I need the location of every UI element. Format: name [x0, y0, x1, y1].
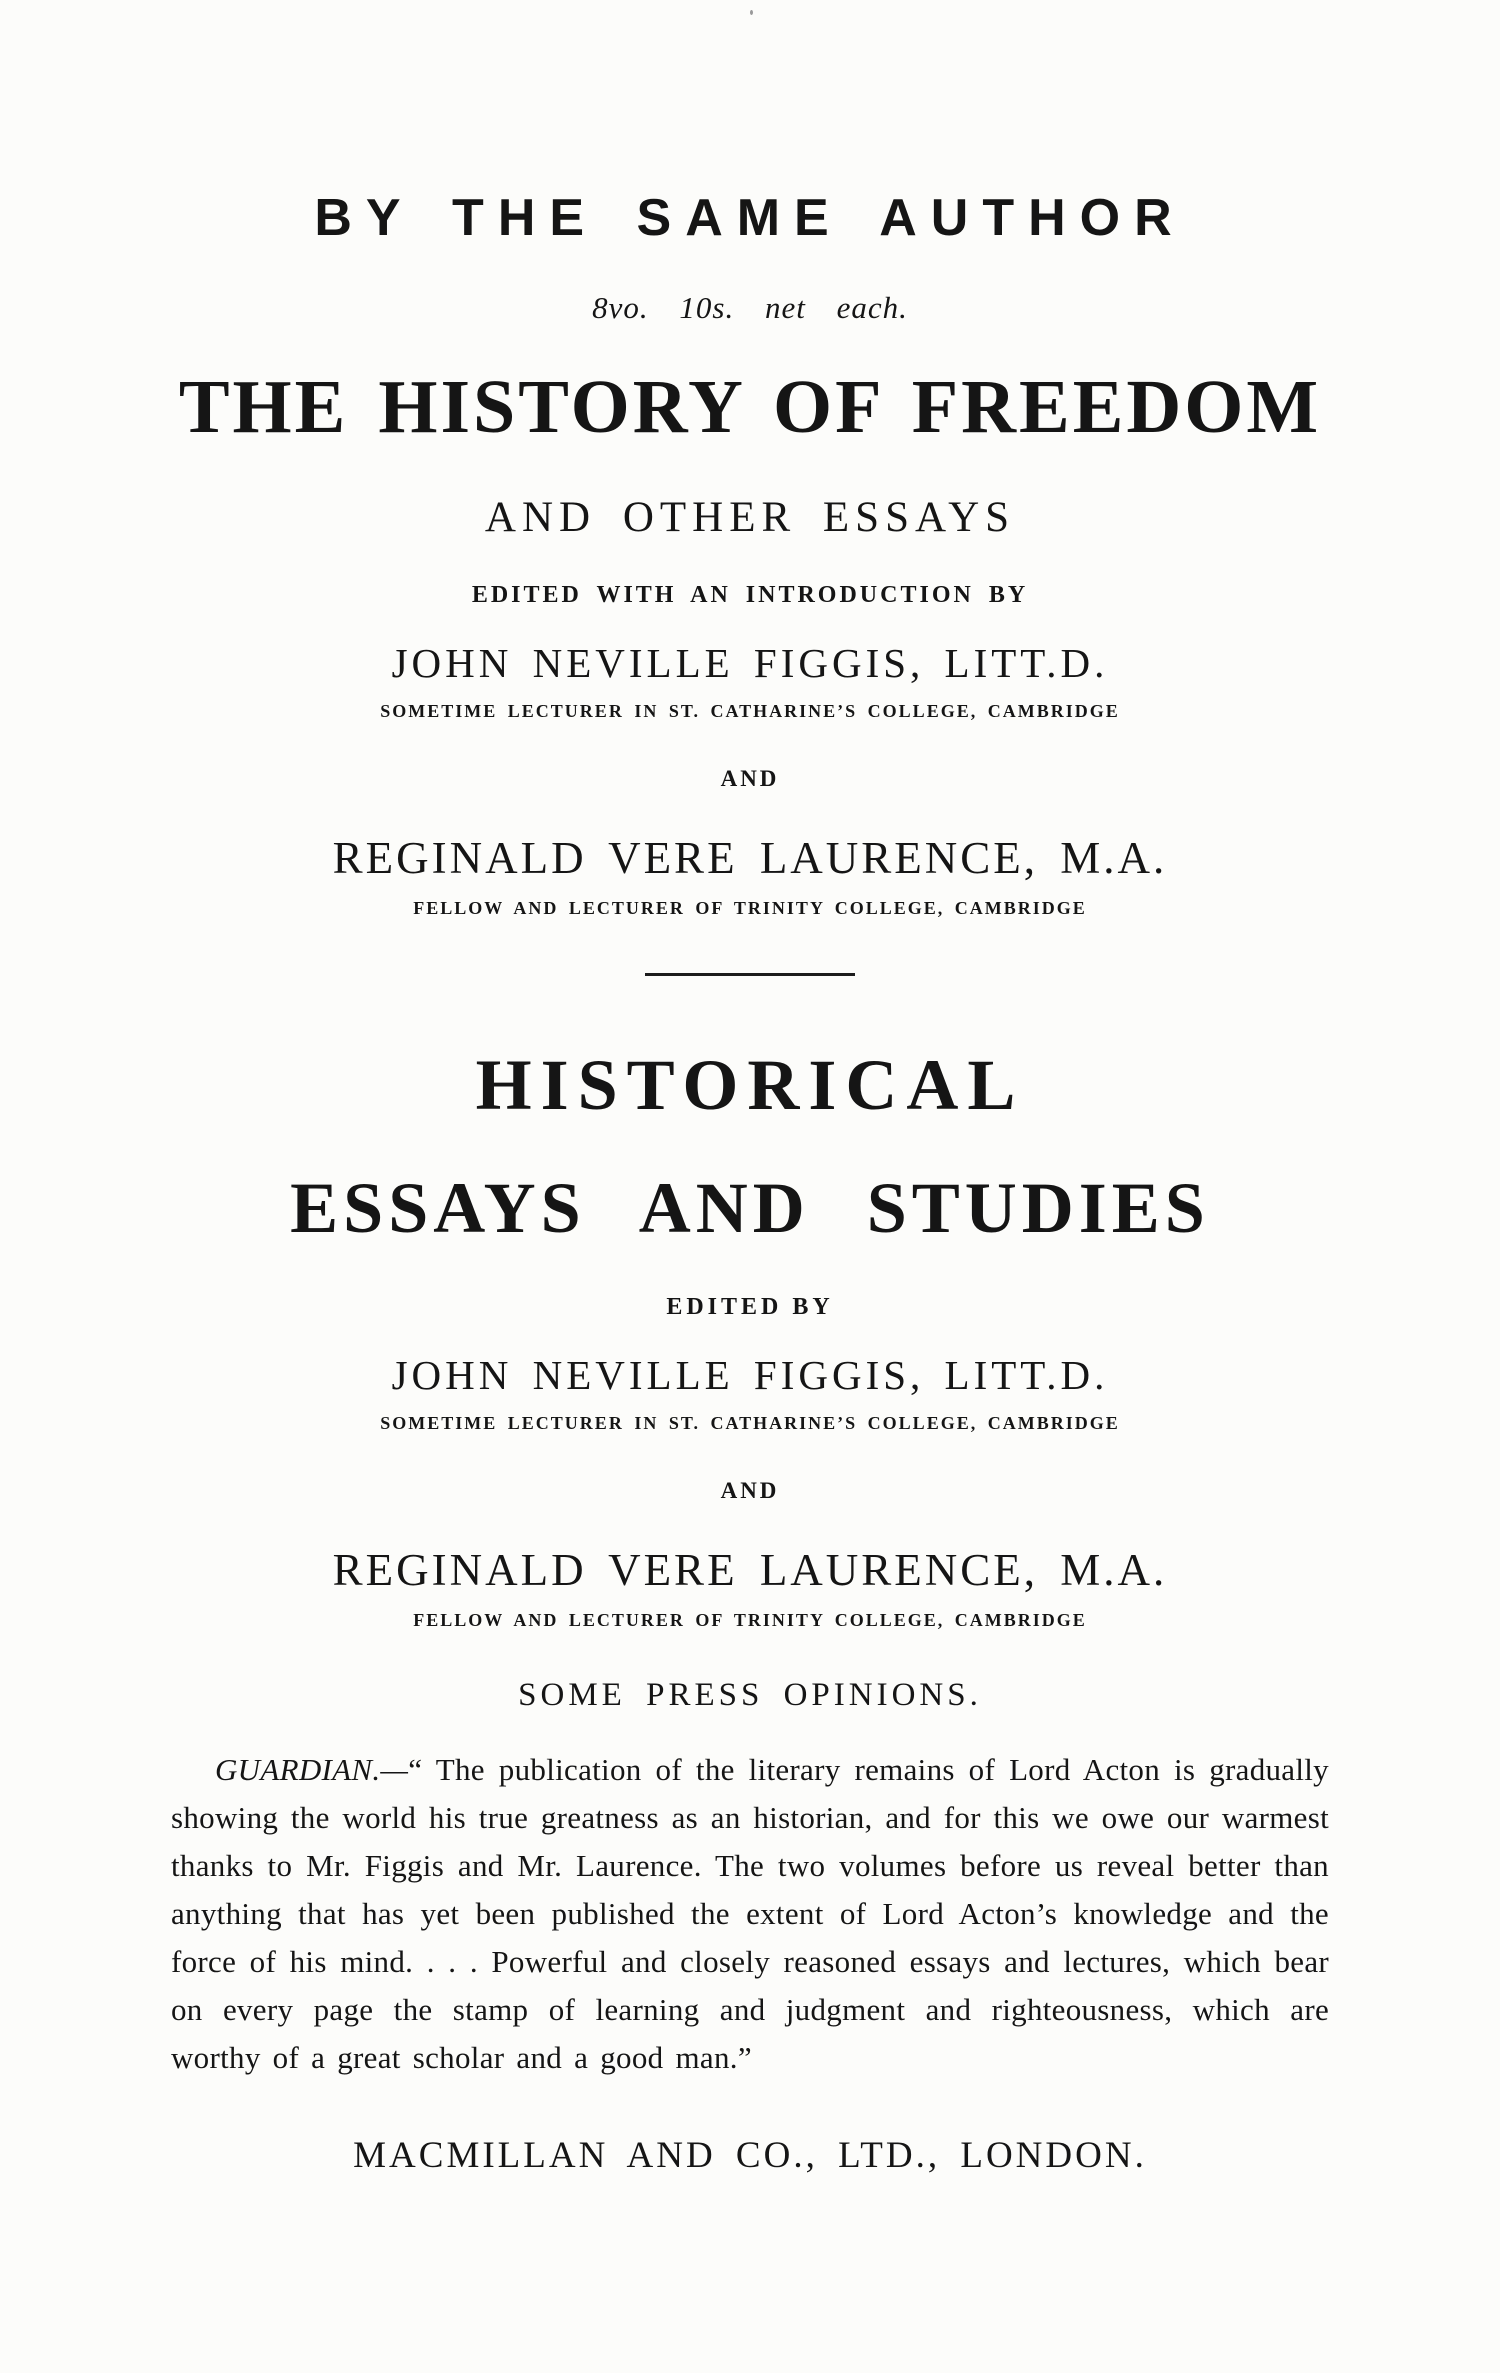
book1-editor1-role: SOMETIME LECTURER IN ST. CATHARINE’S COLLEGE, CAMBRIDGE — [380, 701, 1120, 721]
scan-artifact-dot — [750, 10, 753, 15]
book2-editor2-name: REGINALD VERE LAURENCE, M.A. — [332, 1545, 1168, 1595]
page-content — [165, 0, 1335, 2177]
press-opinions-heading: SOME PRESS OPINIONS. — [518, 1677, 982, 1713]
edition-price-line: 8vo. 10s. net each. — [592, 290, 908, 325]
book1-editor1-name: JOHN NEVILLE FIGGIS, LITT.D. — [391, 640, 1109, 686]
publisher-imprint-line: MACMILLAN AND CO., LTD., LONDON. — [353, 2135, 1147, 2176]
book1-title: THE HISTORY OF FREEDOM — [178, 365, 1322, 449]
book2-edited-by: EDITED BY — [666, 1294, 834, 1320]
press-quote-paragraph — [171, 1746, 1329, 2082]
book2-editor1-name: JOHN NEVILLE FIGGIS, LITT.D. — [391, 1352, 1109, 1398]
book1-editor2-role: FELLOW AND LECTURER OF TRINITY COLLEGE, CAMBRIDGE — [413, 898, 1087, 918]
book2-title-line1: HISTORICAL — [475, 1045, 1025, 1125]
press-source-label: GUARDIAN.— — [215, 1752, 409, 1787]
book1-conjunction: AND — [720, 766, 780, 791]
same-author-heading: BY THE SAME AUTHOR — [314, 189, 1186, 247]
book2-title-line2: ESSAYS AND STUDIES — [290, 1168, 1210, 1248]
book1-editor2-name: REGINALD VERE LAURENCE, M.A. — [332, 833, 1168, 883]
press-quote-text: “ The publication of the literary remains of Lord Acton is gradually showing the world his true greatness as an historian, and for this we owe our warmest thanks to Mr. Figgis and Mr. Laurence. The two volumes before us reveal better than anything that has yet been published the extent of Lord Acton’s knowledge and the force of his mind. . . . Powerful and closely reasoned essays and lectures, which bear on every page the stamp of learning and judgment and righteousness, which are worthy of a great scholar and a good man.” — [171, 1752, 1329, 2075]
book1-edited-intro: EDITED WITH AN INTRODUCTION BY — [471, 582, 1029, 608]
book2-editor2-role: FELLOW AND LECTURER OF TRINITY COLLEGE, CAMBRIDGE — [413, 1610, 1087, 1630]
book1-subtitle: AND OTHER ESSAYS — [484, 494, 1016, 541]
section-divider-rule — [645, 973, 855, 976]
book2-editor1-role: SOMETIME LECTURER IN ST. CATHARINE’S COLLEGE, CAMBRIDGE — [380, 1413, 1120, 1433]
book2-conjunction: AND — [720, 1478, 780, 1503]
